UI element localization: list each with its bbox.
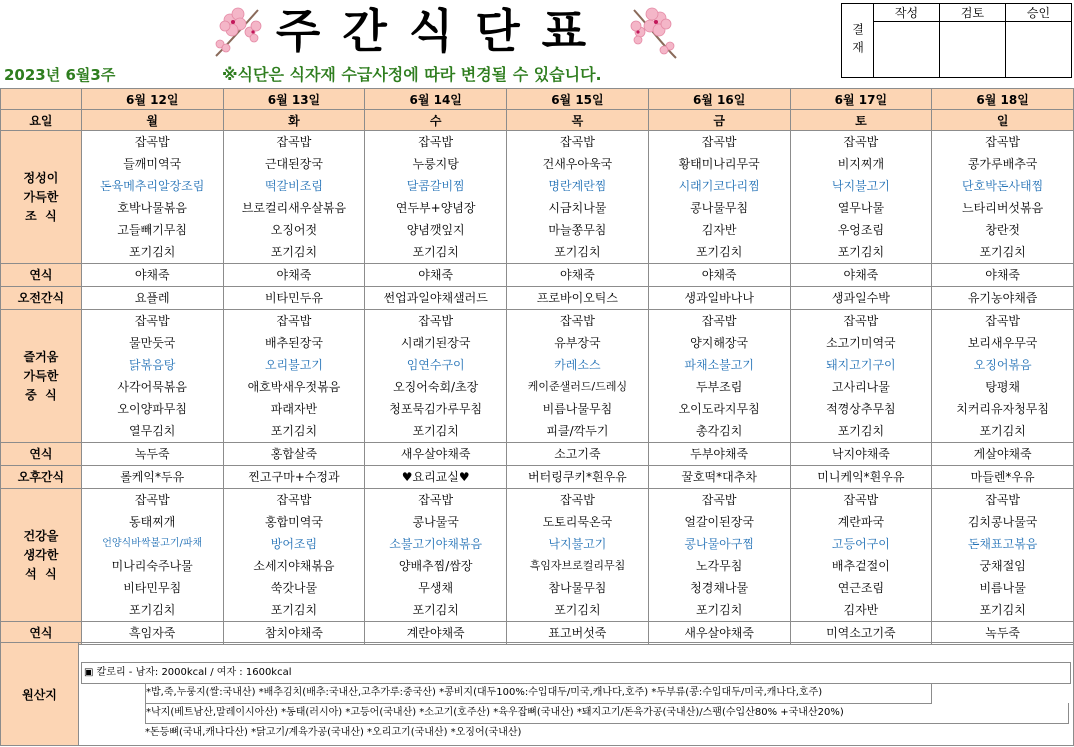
soft-meal-cell: 게살야채죽: [932, 443, 1074, 466]
menu-item: 김자반: [843, 603, 879, 617]
date-cell: 6월 13일: [223, 89, 365, 110]
cherry-blossom-icon: [210, 2, 266, 62]
soft-meal-cell: 흑임자죽: [81, 622, 223, 645]
lunch-cell: [932, 310, 1074, 443]
menu-item-main: 명란계란찜: [548, 179, 607, 193]
menu-item: 동태찌개: [129, 515, 176, 529]
menu-item: 우엉조림: [837, 223, 885, 237]
menu-item: 잡곡밥: [134, 314, 170, 328]
menu-item: 포기김치: [837, 245, 885, 259]
soft-meal-cell: 낙지야채죽: [790, 443, 932, 466]
date-cell: 6월 14일: [365, 89, 507, 110]
menu-item: 포기김치: [412, 245, 459, 259]
menu-item: 잡곡밥: [276, 493, 312, 507]
menu-item: 잡곡밥: [418, 493, 454, 507]
menu-item: 케이준샐러드/드레싱: [527, 380, 628, 393]
dinner-cell: [223, 489, 365, 622]
menu-item: 노각무침: [695, 559, 743, 573]
approval-col-review: 검토: [940, 4, 1006, 22]
dinner-cell: [790, 489, 932, 622]
menu-item: 고사리나물: [831, 380, 890, 394]
weekday-cell: 목: [507, 110, 649, 131]
menu-item: 청경채나물: [690, 581, 749, 595]
snack-cell: 요플레: [81, 287, 223, 310]
dinner-label: 건강을 생각한 석 식: [1, 489, 82, 622]
snack-cell: 프로바이오틱스: [507, 287, 649, 310]
menu-item-main: 돈채표고볶음: [967, 537, 1038, 551]
menu-item: 비지찌개: [837, 157, 885, 171]
snack-cell: 유기농야채즙: [932, 287, 1074, 310]
menu-item: 포기김치: [554, 245, 601, 259]
weekday-cell: 토: [790, 110, 932, 131]
lunch-cell: [507, 310, 649, 443]
menu-item: 보리새우무국: [967, 336, 1038, 350]
dinner-row: [1, 489, 1074, 622]
approval-side-label: 결재: [842, 4, 874, 78]
soft-meal-cell: 소고기죽: [507, 443, 649, 466]
snack-cell: ♥요리교실♥: [365, 466, 507, 489]
date-cell: 6월 16일: [648, 89, 790, 110]
menu-item: 포기김치: [412, 424, 459, 438]
menu-item-main: 시래기코다리찜: [678, 179, 760, 193]
menu-item: 호박나물볶음: [117, 201, 187, 215]
menu-item-main: 고등어구이: [831, 537, 890, 551]
menu-item: 잡곡밥: [134, 135, 170, 149]
menu-item-main: 방어조림: [270, 537, 318, 551]
menu-item: 콩나물무침: [690, 201, 749, 215]
weekday-cell: 금: [648, 110, 790, 131]
menu-item: 소고기미역국: [826, 336, 896, 350]
menu-item: 잡곡밥: [418, 135, 454, 149]
snack-cell: 꿀호떡*대추차: [648, 466, 790, 489]
soft-meal-cell: 야채죽: [932, 264, 1074, 287]
menu-item: 잡곡밥: [843, 493, 879, 507]
menu-item: 잡곡밥: [985, 135, 1021, 149]
menu-item: 황태미나리무국: [678, 157, 760, 171]
menu-item: 애호박새우젓볶음: [247, 380, 341, 394]
soft-meal-cell: 미역소고기죽: [790, 622, 932, 645]
approval-col-write: 작성: [874, 4, 940, 22]
snack-cell: 버터링쿠키*흰우유: [507, 466, 649, 489]
date-row: [1, 89, 1074, 110]
menu-item: 포기김치: [129, 245, 176, 259]
menu-item-main: 카레소스: [554, 358, 601, 372]
soft-meal-cell: 야채죽: [223, 264, 365, 287]
menu-item: 콩나물국: [412, 515, 459, 529]
soft-meal-cell: 녹두죽: [81, 443, 223, 466]
menu-item: 들깨미역국: [123, 157, 182, 171]
soft-meal-cell: 새우살야채죽: [365, 443, 507, 466]
dinner-cell: [81, 489, 223, 622]
menu-item: 김치콩나물국: [967, 515, 1038, 529]
menu-item: 무생채: [418, 581, 454, 595]
menu-item-main: 낙지불고기: [548, 537, 607, 551]
menu-item: 시금치나물: [548, 201, 607, 215]
menu-item: 얼갈이된장국: [684, 515, 754, 529]
approval-sign-review[interactable]: [940, 22, 1006, 78]
soft-meal-cell: 계란야채죽: [365, 622, 507, 645]
am-snack-label: 오전간식: [1, 287, 82, 310]
menu-item: 도토리묵온국: [542, 515, 613, 529]
menu-item: 배추된장국: [264, 336, 323, 350]
am-snack-row: [1, 287, 1074, 310]
menu-item: 포기김치: [270, 424, 318, 438]
menu-item: 잡곡밥: [560, 314, 595, 328]
menu-item: 연근조림: [837, 581, 885, 595]
menu-item: 물만둣국: [129, 336, 176, 350]
menu-item: 흑임자브로컬리무침: [529, 559, 626, 572]
menu-item: 총각김치: [695, 424, 743, 438]
menu-item: 잡곡밥: [276, 135, 312, 149]
menu-item: 양지해장국: [690, 336, 749, 350]
menu-item-main: 단호박돈사태찜: [962, 179, 1044, 193]
snack-cell: 비타민두유: [223, 287, 365, 310]
date-cell: 6월 15일: [507, 89, 649, 110]
weekday-row: [1, 110, 1074, 131]
pm-snack-label: 오후간식: [1, 466, 82, 489]
weekday-cell: 월: [81, 110, 223, 131]
snack-cell: 마들렌*우유: [932, 466, 1074, 489]
breakfast-cell: [507, 131, 649, 264]
lunch-label: 즐거움 가득한 중 식: [1, 310, 82, 443]
weekday-label: 요일: [1, 110, 82, 131]
soft-meal-cell: 야채죽: [81, 264, 223, 287]
calorie-info: ▣ 칼로리 - 남자: 2000kcal / 여자 : 1600kcal: [81, 662, 1071, 684]
menu-item: 포기김치: [837, 424, 885, 438]
menu-item: 피클/깍두기: [546, 424, 609, 438]
menu-item: 열무나물: [837, 201, 885, 215]
lunch-cell: [648, 310, 790, 443]
breakfast-cell: [648, 131, 790, 264]
menu-item: 사각어묵볶음: [117, 380, 187, 394]
menu-item: 비름나물: [979, 581, 1026, 595]
menu-item: 비타민무침: [123, 581, 182, 595]
soft-meal-cell: 표고버섯죽: [507, 622, 649, 645]
snack-cell: 찐고구마+수정과: [223, 466, 365, 489]
menu-item: 홍합미역국: [264, 515, 323, 529]
soft-meal-cell: 두부야채죽: [648, 443, 790, 466]
dinner-cell: [932, 489, 1074, 622]
weekday-cell: 화: [223, 110, 365, 131]
menu-item: 치커리유자청무침: [956, 402, 1049, 416]
menu-item: 잡곡밥: [560, 135, 595, 149]
menu-item: 브로컬리새우살볶음: [241, 201, 347, 215]
menu-item: 양념깻잎지: [406, 223, 465, 237]
menu-item: 계란파국: [837, 515, 885, 529]
menu-item: 잡곡밥: [701, 314, 737, 328]
menu-item: 탕평채: [985, 380, 1021, 394]
menu-item: 김자반: [701, 223, 737, 237]
menu-item: 미나리숙주나물: [111, 559, 193, 573]
menu-item: 잡곡밥: [701, 493, 737, 507]
menu-item-main: 언양식바싹불고기/파채: [102, 538, 203, 549]
menu-item: 비름나물무침: [542, 402, 613, 416]
snack-cell: 썬업과일야채샐러드: [365, 287, 507, 310]
menu-item-main: 달콤갈비찜: [406, 179, 465, 193]
soft-meal-cell: 홍합살죽: [223, 443, 365, 466]
menu-item-main: 닭볶음탕: [129, 358, 176, 372]
snack-cell: 생과일바나나: [648, 287, 790, 310]
menu-item: 포기김치: [270, 245, 318, 259]
menu-item: 포기김치: [270, 603, 318, 617]
origin-info: [79, 642, 1074, 746]
menu-item: 잡곡밥: [134, 493, 170, 507]
menu-item: 잡곡밥: [276, 314, 312, 328]
breakfast-cell: [81, 131, 223, 264]
menu-item: 건새우아욱국: [542, 157, 613, 171]
snack-cell: 생과일수박: [790, 287, 932, 310]
menu-item: 오이양파무침: [117, 402, 187, 416]
menu-item: 포기김치: [695, 245, 743, 259]
soft-meal-row: [1, 443, 1074, 466]
menu-item: 고들빼기무침: [117, 223, 187, 237]
menu-item: 잡곡밥: [560, 493, 595, 507]
menu-item: 시래기된장국: [400, 336, 471, 350]
breakfast-label: 정성이 가득한 조 식: [1, 131, 82, 264]
menu-item-main: 파채소불고기: [684, 358, 754, 372]
date-cell: 6월 18일: [932, 89, 1074, 110]
lunch-cell: [223, 310, 365, 443]
approval-box: [841, 3, 1072, 78]
page-title: 주간식단표: [275, 4, 609, 58]
menu-item: 잡곡밥: [418, 314, 454, 328]
soft-meal-label: 연식: [1, 443, 82, 466]
menu-item: 양배추찜/쌈장: [398, 559, 473, 573]
breakfast-cell: [365, 131, 507, 264]
menu-item: 오징어숙회/초장: [393, 380, 479, 394]
menu-item: 파래자반: [270, 402, 318, 416]
lunch-cell: [81, 310, 223, 443]
menu-item-main: 임연수구이: [406, 358, 465, 372]
menu-item: 콩가루배추국: [967, 157, 1038, 171]
breakfast-row: [1, 131, 1074, 264]
weekday-cell: 일: [932, 110, 1074, 131]
origin-line: *돈등뼈(국내,캐나다산) *닭고기/계육가공(국내산) *오리고기(국내산) *오징어(국내산): [145, 727, 522, 738]
menu-item-main: 오리불고기: [264, 358, 323, 372]
menu-item: 오징어젓: [270, 223, 318, 237]
menu-item-main: 오징어볶음: [973, 358, 1032, 372]
menu-item: 잡곡밥: [843, 135, 879, 149]
menu-item: 참나물무침: [548, 581, 607, 595]
menu-item: 근대된장국: [264, 157, 323, 171]
menu-item: 궁채절임: [979, 559, 1026, 573]
menu-item-main: 떡갈비조림: [264, 179, 323, 193]
week-label: 2023년 6월3주: [4, 66, 116, 84]
notice-text: ※식단은 식자재 수급사정에 따라 변경될 수 있습니다.: [222, 65, 602, 84]
header: [0, 0, 1074, 88]
menu-item: 포기김치: [554, 603, 601, 617]
soft-meal-cell: 야채죽: [648, 264, 790, 287]
lunch-cell: [790, 310, 932, 443]
menu-item: 잡곡밥: [701, 135, 737, 149]
origin-label: 원산지: [0, 642, 79, 746]
cherry-blossom-icon: [626, 2, 682, 62]
dinner-cell: [648, 489, 790, 622]
date-cell: 6월 17일: [790, 89, 932, 110]
snack-cell: 롤케익*두유: [81, 466, 223, 489]
weekday-cell: 수: [365, 110, 507, 131]
soft-meal-cell: 새우살야채죽: [648, 622, 790, 645]
menu-item: 마늘쫑무침: [548, 223, 607, 237]
approval-sign-write[interactable]: [874, 22, 940, 78]
menu-item: 포기김치: [979, 424, 1026, 438]
menu-item: 쑥갓나물: [270, 581, 318, 595]
menu-item: 적꼉상추무침: [826, 402, 896, 416]
menu-item-main: 낙지불고기: [831, 179, 890, 193]
menu-item: 청포묵김가루무침: [389, 402, 483, 416]
menu-item: 누룽지탕: [412, 157, 459, 171]
approval-sign-approve[interactable]: [1006, 22, 1072, 78]
menu-item: 연두부+양념장: [395, 201, 476, 215]
pm-snack-row: [1, 466, 1074, 489]
menu-item: 느타리버섯볶음: [962, 201, 1044, 215]
soft-meal-label: 연식: [1, 264, 82, 287]
breakfast-cell: [790, 131, 932, 264]
soft-meal-cell: 야채죽: [790, 264, 932, 287]
menu-item: 배추겉절이: [831, 559, 890, 573]
menu-item: 잡곡밥: [985, 493, 1021, 507]
menu-item: 창란젓: [985, 223, 1021, 237]
breakfast-cell: [932, 131, 1074, 264]
menu-item: 두부조림: [695, 380, 743, 394]
breakfast-cell: [223, 131, 365, 264]
dinner-cell: [365, 489, 507, 622]
snack-cell: 미니케익*흰우유: [790, 466, 932, 489]
menu-item-main: 소불고기야채볶음: [389, 537, 483, 551]
approval-col-approve: 승인: [1006, 4, 1072, 22]
lunch-cell: [365, 310, 507, 443]
soft-meal-label: 연식: [1, 622, 82, 645]
menu-item-main: 돈육메추리알장조림: [100, 179, 205, 193]
corner-cell: [1, 89, 82, 110]
soft-meal-cell: 녹두죽: [932, 622, 1074, 645]
menu-item: 소세지야채볶음: [253, 559, 335, 573]
menu-item-main: 콩나물아구찜: [684, 537, 754, 551]
date-cell: 6월 12일: [81, 89, 223, 110]
dinner-cell: [507, 489, 649, 622]
menu-item: 포기김치: [695, 603, 743, 617]
menu-item: 잡곡밥: [985, 314, 1021, 328]
menu-item: 오이도라지무침: [678, 402, 760, 416]
menu-table: [0, 88, 1074, 645]
soft-meal-row: [1, 264, 1074, 287]
menu-item: 포기김치: [129, 603, 176, 617]
menu-item: 포기김치: [979, 245, 1026, 259]
soft-meal-cell: 야채죽: [507, 264, 649, 287]
origin-line: *밥,죽,누룽지(쌀:국내산) *배추김치(배추:국내산,고추가루:중국산) *콩비지(대두100%:수입대두/미국,캐나다,호주) *두부류(콩:수입대두/미국,캐나다,호주): [145, 683, 932, 704]
menu-item: 열무김치: [129, 424, 176, 438]
menu-item: 포기김치: [412, 603, 459, 617]
soft-meal-cell: 참치야채죽: [223, 622, 365, 645]
menu-item: 잡곡밥: [843, 314, 879, 328]
lunch-row: [1, 310, 1074, 443]
menu-item: 유부장국: [554, 336, 601, 350]
menu-item: 포기김치: [979, 603, 1026, 617]
soft-meal-cell: 야채죽: [365, 264, 507, 287]
origin-line: *낙지(베트남산,말레이시아산) *동태(러시아) *고등어(국내산) *소고기(호주산) *육우잡뼈(국내산) *돼지고기/돈육가공(국내산)/스팸(수입산80% +국내산20%): [145, 703, 1069, 724]
menu-item-main: 돼지고기구이: [826, 358, 896, 372]
